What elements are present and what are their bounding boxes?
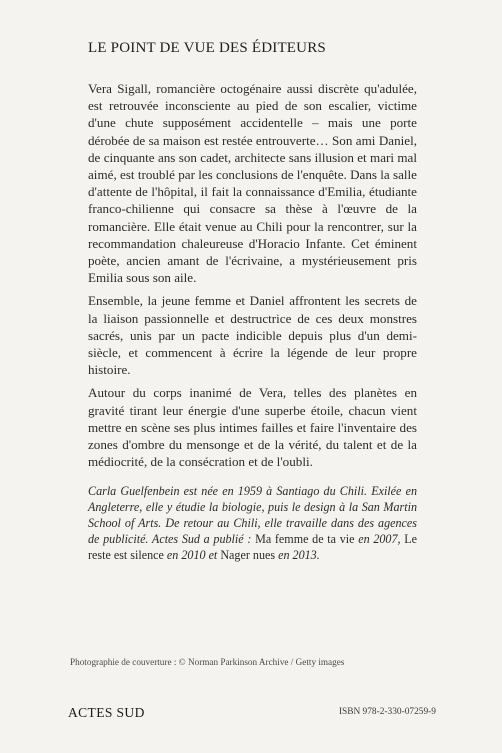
author-bio <box>88 483 417 563</box>
bio-text-2: en 2007, <box>354 532 405 546</box>
bio-book-3: Nager nues <box>220 548 276 562</box>
synopsis-paragraph-3: Autour du corps inanimé de Vera, telles des planètes en gravité tirant leur énergie d'une superbe étoile, chacun vient mettre en scène ses plus intimes failles et faire l'inventaire des zones d'ombre du mensonge et de la vérité, du talent et de la médiocrité, de la consécration et de l'oubli. <box>88 385 417 470</box>
isbn: ISBN 978-2-330-07259-9 <box>338 707 436 717</box>
publisher-logo: ACTES SUD <box>68 705 145 720</box>
bio-book-1: Ma femme de ta vie <box>255 532 355 546</box>
bio-text-4: en 2013. <box>275 548 320 562</box>
synopsis <box>88 80 417 476</box>
synopsis-paragraph-2: Ensemble, la jeune femme et Daniel affrontent les secrets de la liaison passionnelle et destructrice de ces deux monstres sacrés, unis par un pacte indicible depuis plus d'un demi-siècle, et commencent à écrire la légende de leur propre histoire. <box>88 293 417 378</box>
synopsis-paragraph-1: Vera Sigall, romancière octogénaire aussi discrète qu'adulée, est retrouvée inconsciente au pied de son escalier, victime d'une chute supposément accidentelle – mais une porte dérobée de sa maison est restée entrouverte… Son ami Daniel, de cinquante ans son cadet, architecte sans illusion et mari mal aimé, est troublé par les conclusions de l'enquête. Dans la salle d'attente de l'hôpital, il fait la connaissance d'Emilia, étudiante franco-chilienne qui consacre sa thèse à l'œuvre de la romancière. Elle était venue au Chili pour la rencontrer, sur la recommandation chaleureuse d'Horacio Infante. Cet éminent poète, ancien amant de l'écrivaine, a mystérieusement pris Emilia sous son aile. <box>88 81 417 286</box>
bio-text-3: en 2010 et <box>163 548 221 562</box>
bio-book-2: Le reste est silence <box>88 532 417 562</box>
photo-credit: Photographie de couverture : © Norman Parkinson Archive / Getty images <box>70 657 345 667</box>
section-title: LE POINT DE VUE DES ÉDITEURS <box>88 40 326 56</box>
bio-text-1: Carla Guelfenbein est née en 1959 à Santiago du Chili. Exilée en Angleterre, elle y étudie la biologie, puis le design à la San Martin School of Arts. De retour au Chili, elle travaille dans des agences de publicité. Actes Sud a publié : <box>88 484 417 546</box>
